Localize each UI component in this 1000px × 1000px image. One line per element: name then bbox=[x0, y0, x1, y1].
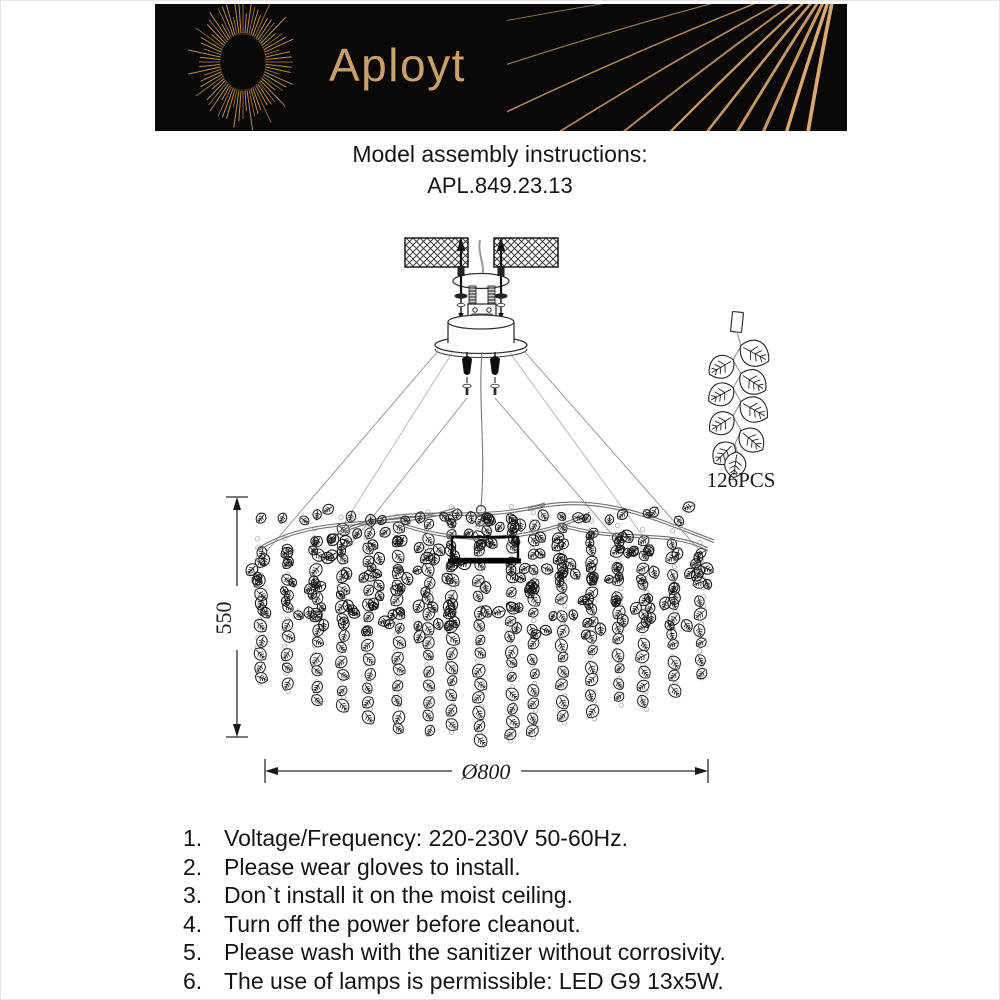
item-text: Turn off the power before cleanout. bbox=[224, 910, 581, 937]
instruction-item bbox=[183, 910, 726, 939]
height-dimension-label: 550 bbox=[211, 601, 236, 635]
ceiling-mount bbox=[405, 238, 558, 289]
instruction-item bbox=[183, 967, 726, 996]
item-number: 2. bbox=[183, 853, 203, 880]
leaf-strand-detail bbox=[703, 311, 775, 492]
diameter-dimension bbox=[265, 759, 708, 784]
item-text: Voltage/Frequency: 220-230V 50-60Hz. bbox=[224, 825, 629, 851]
item-number: 3. bbox=[183, 882, 203, 909]
chandelier-body bbox=[243, 500, 716, 750]
item-number: 6. bbox=[183, 967, 203, 994]
leaf-count-label: 126PCS bbox=[706, 468, 776, 492]
strand-connector bbox=[730, 311, 743, 332]
instruction-item bbox=[183, 938, 726, 967]
item-text: Please wear gloves to install. bbox=[224, 853, 521, 880]
brand-name: Aployt bbox=[329, 39, 466, 91]
diameter-dimension-label: Ø800 bbox=[461, 759, 511, 784]
doc-title: Model assembly instructions: bbox=[352, 141, 648, 167]
item-text: The use of lamps is permissible: LED G9 13x5W. bbox=[224, 967, 724, 994]
instruction-item bbox=[183, 824, 726, 853]
instruction-item bbox=[183, 881, 726, 910]
item-text: Please wash with the sanitizer without corrosivity. bbox=[224, 939, 726, 966]
canopy-assembly bbox=[435, 286, 527, 358]
instruction-list bbox=[183, 824, 726, 996]
model-number: APL.849.23.13 bbox=[427, 173, 573, 198]
item-number: 1. bbox=[183, 825, 203, 851]
height-dimension bbox=[211, 497, 248, 737]
item-text: Don`t install it on the moist ceiling. bbox=[224, 882, 573, 909]
item-number: 5. bbox=[183, 939, 203, 966]
instruction-item bbox=[183, 853, 726, 882]
item-number: 4. bbox=[183, 910, 203, 937]
